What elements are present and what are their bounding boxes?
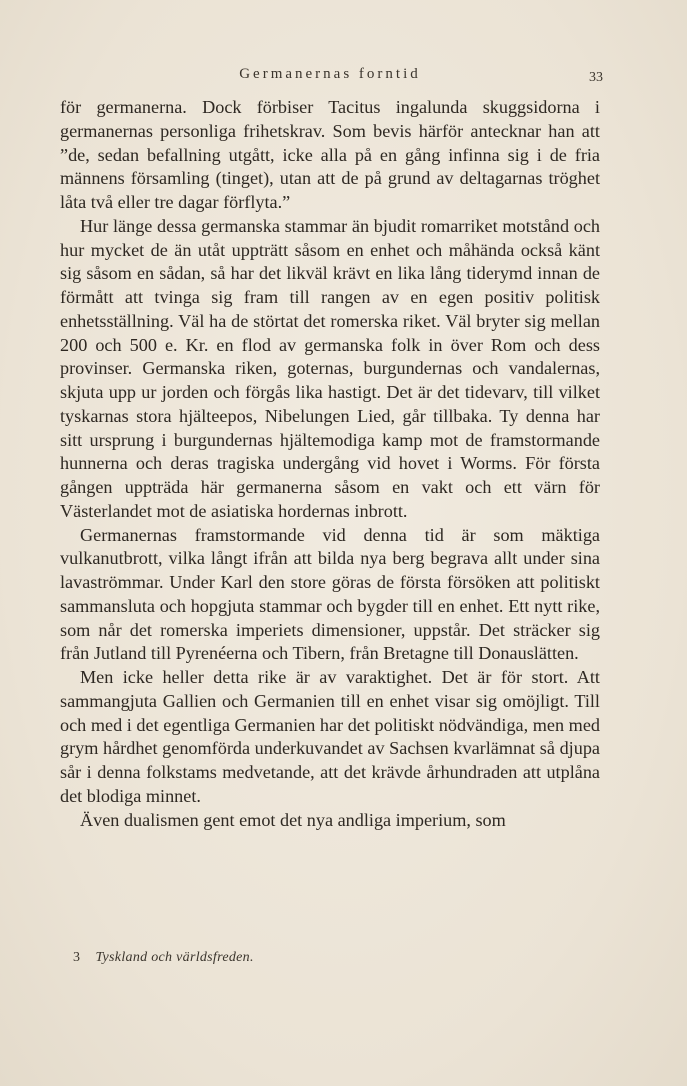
signature-mark: 3 — [73, 950, 80, 965]
paragraph: Men icke heller detta rike är av varaktighet. Det är för stort. Att sammangjuta Gallien och Germanien till en enhet visar sig omöjligt. Till och med i det egentliga Germanien har det politiskt nödvändiga, men med grym hårdhet genomförda underkuvandet av Sachsen kvarlämnat så djupa sår i denna folkstams medvetande, att det krävde århundraden att utplåna det blodiga minnet. — [60, 667, 600, 806]
footer-book-title: Tyskland och världsfreden. — [95, 950, 254, 965]
running-head — [60, 66, 603, 88]
paragraph: Germanernas framstormande vid denna tid är som mäktiga vulkanutbrott, vilka långt ifrån att bilda nya berg begrava allt under sina lavaströmmar. Under Karl den store göras de första försöken att politiskt sammansluta och hopgjuta stammar och bygder till en enhet. Ett nytt rike, som når det romerska imperiets dimensioner, uppstår. Det sträcker sig från Jutland till Pyrenéerna och Tibern, från Bretagne till Donauslätten. — [60, 524, 600, 664]
body-text — [60, 96, 600, 832]
paragraph: Även dualismen gent emot det nya andliga imperium, som — [80, 809, 506, 830]
paragraph: för germanerna. Dock förbiser Tacitus ingalunda skuggsidorna i germanernas personliga frihetskrav. Som bevis härför antecknar han att ”de, sedan befallning utgått, icke alla på en gång infinna sig i de fria männens församling (tinget), utan att de på grund av deltagarnas tröghet låta två eller tre dagar förflyta.” — [60, 97, 600, 212]
paragraph: Hur länge dessa germanska stammar än bjudit romarriket motstånd och hur mycket de än utåt uppträtt såsom en enhet och måhända också känt sig såsom en sådan, så har det likväl krävt en lika lång tiderymd innan de förmått att tvinga sig fram till rangen av en egen positiv politisk enhetsställning. Väl ha de störtat det romerska riket. Väl bryter sig mellan 200 och 500 e. Kr. en flod av germanska folk in över Rom och dess provinser. Germanska riken, goternas, burgundernas och vandalernas, skjuta upp ur jorden och förgås lika hastigt. Det är det tidevarv, till vilket tyskarnas stora hjälteepos, Nibelungen Lied, går tillbaka. Ty denna har sitt ursprung i burgundernas hjältemodiga kamp mot de framstormande hunnerna och deras tragiska undergång vid hovet i Worms. För första gången uppträda här germanerna såsom en vakt och ett värn för Västerlandet mot de asiatiska hordernas inbrott. — [60, 215, 600, 521]
running-title: Germanernas forntid — [239, 66, 421, 82]
page-footer — [73, 950, 254, 966]
page-number: 33 — [589, 70, 603, 85]
